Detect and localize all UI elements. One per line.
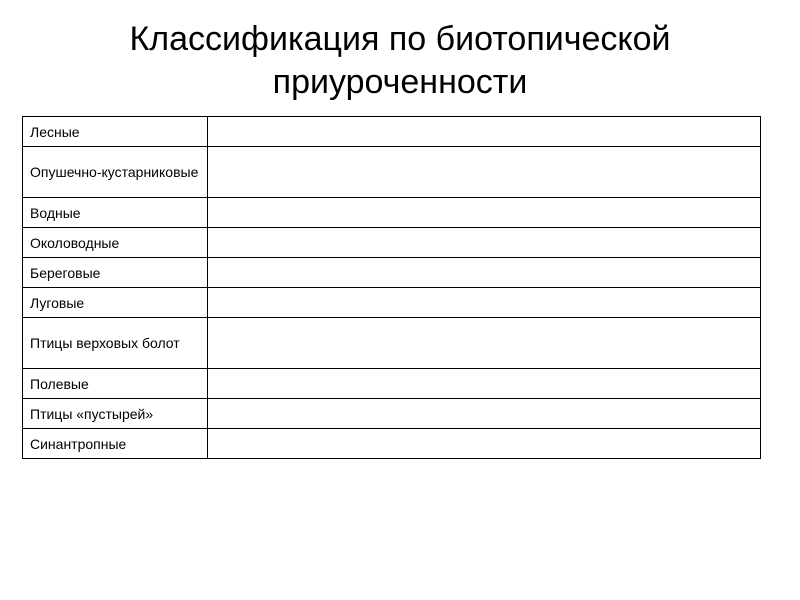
category-cell: Синантропные xyxy=(23,429,208,459)
table-row xyxy=(23,117,761,147)
value-cell xyxy=(208,147,761,198)
table-row xyxy=(23,198,761,228)
category-cell: Береговые xyxy=(23,258,208,288)
category-cell: Птицы верховых болот xyxy=(23,318,208,369)
table-row xyxy=(23,147,761,198)
table-row xyxy=(23,258,761,288)
category-cell: Полевые xyxy=(23,369,208,399)
page-title-line-2: приуроченности xyxy=(272,63,528,101)
table-row xyxy=(23,369,761,399)
value-cell xyxy=(208,318,761,369)
value-cell xyxy=(208,429,761,459)
table-row xyxy=(23,429,761,459)
value-cell xyxy=(208,258,761,288)
value-cell xyxy=(208,228,761,258)
category-cell: Птицы «пустырей» xyxy=(23,399,208,429)
table-row xyxy=(23,228,761,258)
category-cell: Опушечно-кустарниковые xyxy=(23,147,208,198)
table-row xyxy=(23,399,761,429)
category-cell: Водные xyxy=(23,198,208,228)
classification-table xyxy=(22,116,761,459)
value-cell xyxy=(208,288,761,318)
value-cell xyxy=(208,399,761,429)
table-row xyxy=(23,288,761,318)
value-cell xyxy=(208,369,761,399)
category-cell: Околоводные xyxy=(23,228,208,258)
value-cell xyxy=(208,198,761,228)
category-cell: Лесные xyxy=(23,117,208,147)
page-title-line-1: Классификация по биотопической xyxy=(129,20,671,58)
table-row xyxy=(23,318,761,369)
page-title xyxy=(0,18,800,104)
value-cell xyxy=(208,117,761,147)
category-cell: Луговые xyxy=(23,288,208,318)
